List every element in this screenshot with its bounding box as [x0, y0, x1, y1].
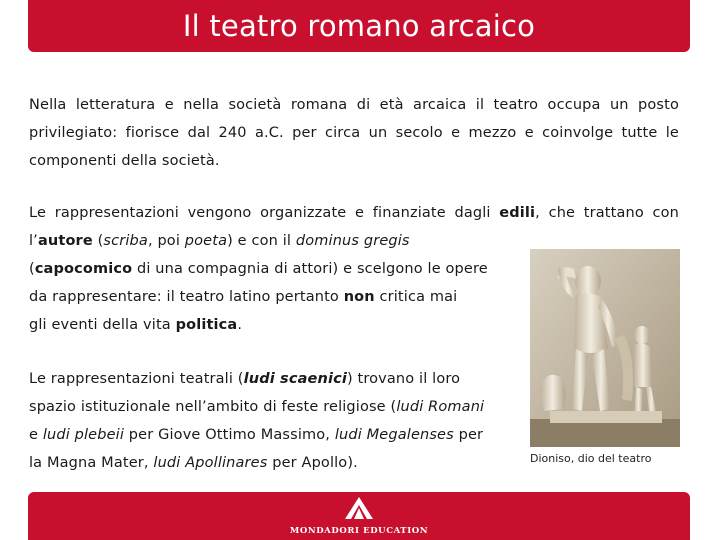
publisher-logo [28, 496, 690, 536]
text-line [29, 283, 509, 311]
term-scriba: scriba [103, 233, 148, 249]
term-ludi-scaenici: ludi scaenici [243, 371, 347, 387]
text-line [29, 421, 519, 449]
term-ludi-apollinares: ludi Apollinares [153, 455, 268, 471]
title-banner [28, 0, 690, 52]
text-fragment: gli eventi della vita [29, 317, 176, 333]
text-line [29, 449, 519, 477]
text-fragment: , che trattano con l’ [29, 205, 680, 249]
text-fragment: ( [29, 261, 35, 277]
term-poeta: poeta [184, 233, 228, 249]
keyword-capocomico: capocomico [34, 261, 133, 277]
statue-illustration [530, 249, 680, 447]
text-fragment: critica mai [374, 289, 458, 305]
text-fragment: Le rappresentazioni vengono organizzate e finanziate dagli [29, 205, 500, 221]
text-fragment: e [29, 427, 43, 443]
text-fragment: la Magna Mater, [29, 455, 154, 471]
keyword-autore: autore [37, 233, 93, 249]
text-fragment: , poi [147, 233, 185, 249]
organization-paragraph-part1 [29, 199, 679, 255]
keyword-non: non [343, 289, 375, 305]
footer-banner [28, 492, 690, 540]
text-fragment: per Giove Ottimo Massimo, [124, 427, 335, 443]
term-ludi-megalenses: ludi Megalenses [334, 427, 454, 443]
text-fragment: ( [92, 233, 104, 249]
text-line [29, 255, 509, 283]
ludi-paragraph [29, 365, 519, 477]
page-title: Il teatro romano arcaico [182, 9, 536, 43]
term-ludi-plebeii: ludi plebeii [42, 427, 125, 443]
text-fragment: per [453, 427, 484, 443]
organization-paragraph-part2 [29, 255, 509, 339]
text-fragment: per Apollo). [267, 455, 358, 471]
text-fragment: Le rappresentazioni teatrali ( [29, 371, 244, 387]
text-line [29, 393, 519, 421]
text-line [29, 311, 509, 339]
keyword-politica: politica [175, 317, 238, 333]
intro-paragraph: Nella letteratura e nella società romana di età arcaica il teatro occupa un posto privilegiato: fiorisce dal 240 a.C. per circa un secolo e mezzo e coinvolge tutte le componenti della società. [29, 97, 679, 169]
keyword-edili: edili [499, 205, 536, 221]
text-fragment: ) trovano il loro [346, 371, 461, 387]
dionysus-statue-image [530, 249, 680, 447]
logo-text: MONDADORI EDUCATION [289, 526, 429, 536]
image-caption: Dioniso, dio del teatro [530, 452, 652, 465]
term-ludi-romani: ludi Romani [396, 399, 485, 415]
text-fragment: . [237, 317, 243, 333]
text-fragment: spazio istituzionale nell’ambito di feste religiose ( [29, 399, 397, 415]
text-fragment: di una compagnia di attori) e scelgono le opere [132, 261, 488, 277]
text-line [29, 365, 519, 393]
text-fragment: da rappresentare: il teatro latino pertanto [29, 289, 344, 305]
text-fragment: ) e con il [227, 233, 296, 249]
term-dominus-gregis: dominus gregis [295, 233, 410, 249]
mondadori-rose-icon [341, 496, 377, 520]
